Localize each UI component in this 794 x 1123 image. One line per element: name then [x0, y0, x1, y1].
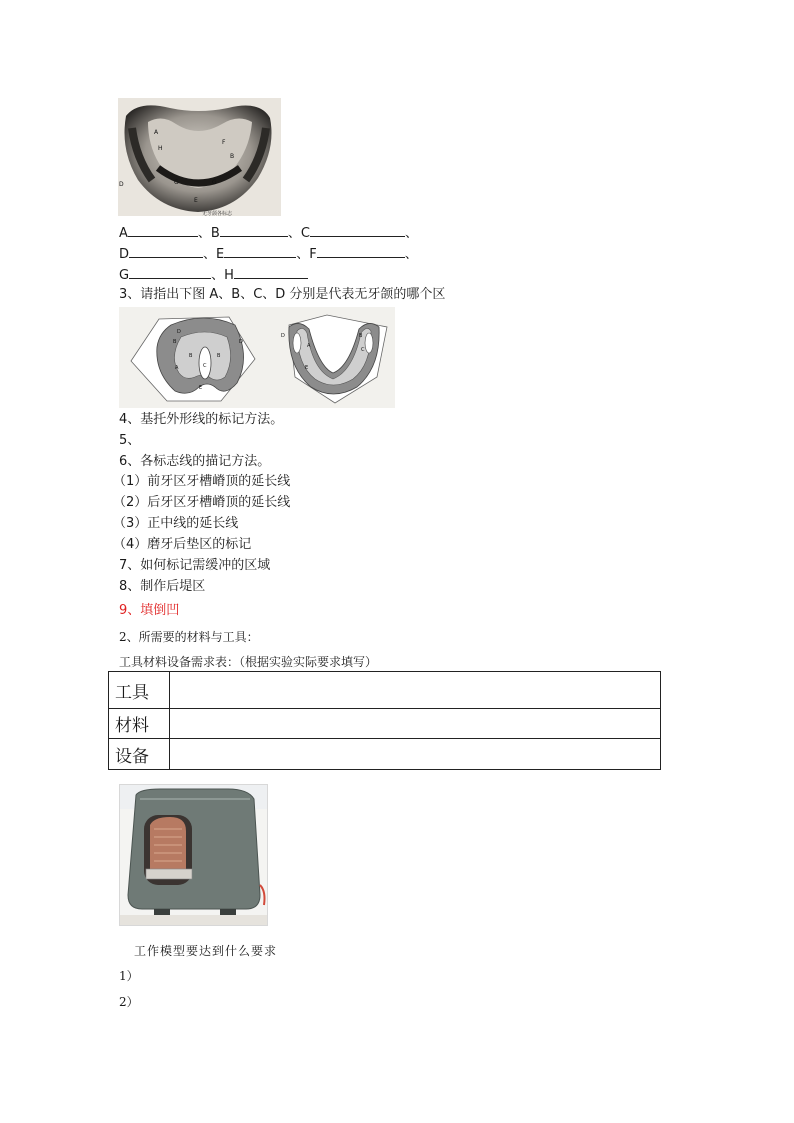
table-cell-tools[interactable] — [170, 672, 661, 709]
blank-b[interactable] — [220, 224, 288, 237]
blank-sep: 、 — [404, 247, 418, 262]
blank-h[interactable] — [234, 266, 308, 279]
blank-label-g: G — [119, 268, 130, 283]
answer-2[interactable]: 2） — [119, 995, 139, 1009]
materials-heading: 2、所需要的材料与工具： — [119, 630, 259, 644]
fig2-label-c1: C — [203, 363, 207, 369]
blank-g[interactable] — [129, 266, 211, 279]
fig2-label-b3: B — [217, 353, 221, 359]
model-requirements-title: 工作模型要达到什么要求 — [134, 944, 278, 958]
blank-label-b: B — [210, 226, 220, 241]
blank-label-d: D — [119, 247, 130, 262]
item-6-2: （2）后牙区牙槽嵴顶的延长线 — [113, 495, 291, 510]
blank-sep: 、 — [211, 268, 225, 283]
blank-sep: 、 — [197, 226, 211, 241]
fig2-label-d2: D — [239, 339, 243, 345]
fig1-label-d: D — [119, 181, 124, 188]
impression-photo-graphic — [118, 98, 281, 216]
table-cell-equipment[interactable] — [170, 739, 661, 770]
fig1-label-c: B — [230, 153, 235, 160]
fig2-label-a1: A — [175, 365, 179, 371]
item-5: 5、 — [119, 433, 141, 448]
fig2-label-b2: B — [189, 353, 193, 359]
item-7: 7、如何标记需缓冲的区域 — [119, 558, 271, 573]
blank-sep: 、 — [404, 226, 418, 241]
item-4: 4、基托外形线的标记方法。 — [119, 412, 284, 427]
fig2-label-b4: B — [359, 333, 363, 339]
blank-label-a: A — [119, 226, 128, 241]
blank-f[interactable] — [317, 245, 405, 258]
fig2-label-c2: C — [361, 347, 365, 353]
fig2-label-b1: B — [173, 339, 177, 345]
blank-label-f: F — [309, 247, 317, 262]
fig1-label-f: F — [222, 139, 226, 146]
fig2-label-d1: D — [177, 329, 181, 335]
jaw-zone-graphic — [119, 307, 395, 408]
fig1-label-a: A — [154, 129, 159, 136]
fig1-label-b: H — [158, 145, 163, 152]
table-label-materials: 材料 — [109, 709, 170, 739]
blank-sep: 、 — [203, 247, 217, 262]
blank-label-c: C — [300, 226, 310, 241]
blank-label-h: H — [224, 268, 234, 283]
table-row — [109, 672, 661, 709]
fig1-label-g1: G — [174, 179, 179, 186]
fig2-label-e1: E — [199, 385, 203, 391]
impression-photo — [118, 98, 281, 216]
fig1-label-e: E — [194, 197, 198, 204]
item-9: 9、填倒凹 — [119, 603, 180, 618]
answer-1[interactable]: 1） — [119, 969, 139, 983]
model-trimmer-photo — [119, 784, 268, 926]
item-6-1: （1）前牙区牙槽嵴顶的延长线 — [113, 474, 291, 489]
table-cell-materials[interactable] — [170, 709, 661, 739]
blank-sep: 、 — [296, 247, 310, 262]
blank-row-3 — [119, 266, 308, 285]
item-6-4: （4）磨牙后垫区的标记 — [113, 537, 252, 552]
jaw-zone-diagram — [119, 307, 395, 408]
blank-row-1 — [119, 224, 418, 243]
fig1-label-g2: G — [212, 179, 217, 186]
table-row — [109, 739, 661, 770]
table-label-tools: 工具 — [109, 672, 170, 709]
item-8: 8、制作后堤区 — [119, 579, 206, 594]
table-label-equipment: 设备 — [109, 739, 170, 770]
model-trimmer-graphic — [120, 785, 267, 925]
blank-c[interactable] — [310, 224, 405, 237]
table-row — [109, 709, 661, 739]
blank-d[interactable] — [129, 245, 203, 258]
equipment-table — [108, 671, 661, 770]
blank-a[interactable] — [128, 224, 198, 237]
fig1-caption: 无牙颌各标志 — [202, 211, 233, 216]
fig2-label-e2: E — [305, 365, 309, 371]
blank-sep: 、 — [287, 226, 301, 241]
fig2-label-d3: D — [281, 333, 285, 339]
blank-e[interactable] — [224, 245, 296, 258]
item-6-3: （3）正中线的延长线 — [113, 516, 239, 531]
item-6: 6、各标志线的描记方法。 — [119, 454, 271, 469]
blank-row-2 — [119, 245, 418, 264]
table-caption: 工具材料设备需求表：（根据实验实际要求填写） — [119, 655, 378, 669]
blank-label-e: E — [216, 247, 225, 262]
fig2-label-a2: A — [307, 343, 311, 349]
question-3: 3、请指出下图 A、B、C、D 分别是代表无牙颌的哪个区 — [119, 287, 446, 302]
